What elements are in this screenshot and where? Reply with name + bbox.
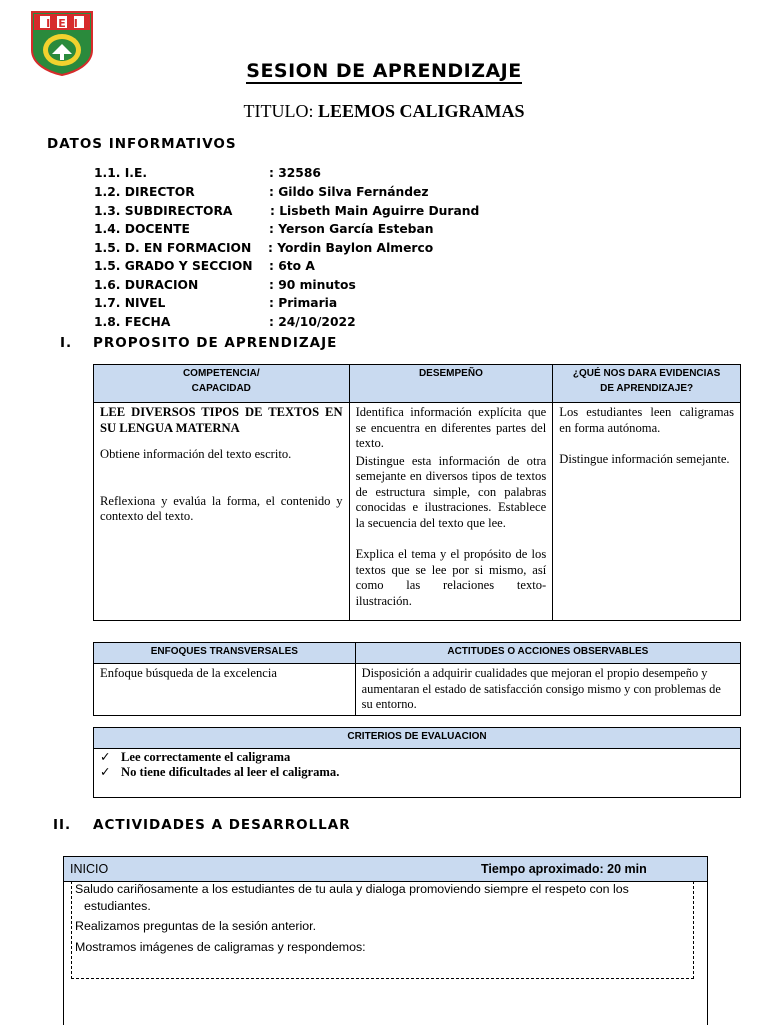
desempeno-item: Identifica información explícita que se encuentra en diferentes partes del texto. [355,405,547,450]
checkmark-icon: ✓ [100,765,111,779]
evidencia-item: Los estudiantes leen caligramas en forma autónoma. [559,405,734,435]
enfoque-cell [94,664,356,716]
evidencia-item: Distingue información semejante. [559,452,730,466]
competencia-title: LEE DIVERSOS TIPOS DE TEXTOS EN SU LENGUA MATERNA [100,405,343,435]
header-desempeno: DESEMPEÑO [349,365,553,403]
header-criterios: CRITERIOS DE EVALUACION [94,728,741,749]
criterio-item: ✓ Lee correctamente el caligrama [100,750,291,764]
inicio-section [63,856,708,1025]
actitud-text: Disposición a adquirir cualidades que mejoran el propio desempeño y aumentaran el estado de satisfacción consigo mismo y con problemas de su entorno. [361,666,721,711]
inicio-line: Realizamos preguntas de la sesión anterior. [75,919,317,933]
header-competencia: COMPETENCIA/ CAPACIDAD [94,365,350,403]
criterio-item: ✓ No tiene dificultades al leer el caligrama. [100,765,340,779]
inicio-line: Mostramos imágenes de caligramas y respondemos: [75,940,366,954]
desempeno-item: Distingue esta información de otra semejante en diversos tipos de textos de estructura simple, con palabras conocidas e ilustraciones. Establece la secuencia del texto que lee. [355,453,547,530]
enfoques-table [93,642,741,716]
capacidad-item: Obtiene información del texto escrito. [100,447,292,461]
criterios-table [93,727,741,798]
section-heading-proposito: I. PROPOSITO DE APRENDIZAJE [60,335,338,351]
logo-text: IEI [46,17,86,30]
inicio-line: Saludo cariñosamente a los estudiantes de tu aula y dialoga promoviendo siempre el respeto con los [75,882,629,896]
header-actitudes: ACTITUDES O ACCIONES OBSERVABLES [355,643,740,664]
inicio-line: estudiantes. [84,899,151,913]
checkmark-icon: ✓ [100,750,111,764]
enfoque-text: Enfoque búsqueda de la excelencia [100,666,277,680]
page-subtitle: TITULO: LEEMOS CALIGRAMAS [243,101,525,121]
datos-heading: DATOS INFORMATIVOS [47,136,237,152]
competencia-cell [94,403,350,621]
header-evidencias: ¿QUÉ NOS DARA EVIDENCIAS DE APRENDIZAJE? [553,365,741,403]
inicio-header [64,857,707,882]
criterios-cell [94,749,741,798]
header-enfoques: ENFOQUES TRANSVERSALES [94,643,356,664]
desempeno-cell [349,403,553,621]
proposito-table [93,364,741,621]
actitud-cell [355,664,740,716]
inicio-time: Tiempo aproximado: 20 min [481,862,647,876]
section-heading-actividades: II. ACTIVIDADES A DESARROLLAR [53,817,351,833]
capacidad-item: Reflexiona y evalúa la forma, el contenido y contexto del texto. [100,493,343,523]
evidencia-cell [553,403,741,621]
page-title: SESION DE APRENDIZAJE [246,60,522,82]
desempeno-item: Explica el tema y el propósito de los textos que se lee por si mismo, así como las relaciones texto- ilustración. [355,547,547,608]
inicio-label: INICIO [70,862,109,876]
